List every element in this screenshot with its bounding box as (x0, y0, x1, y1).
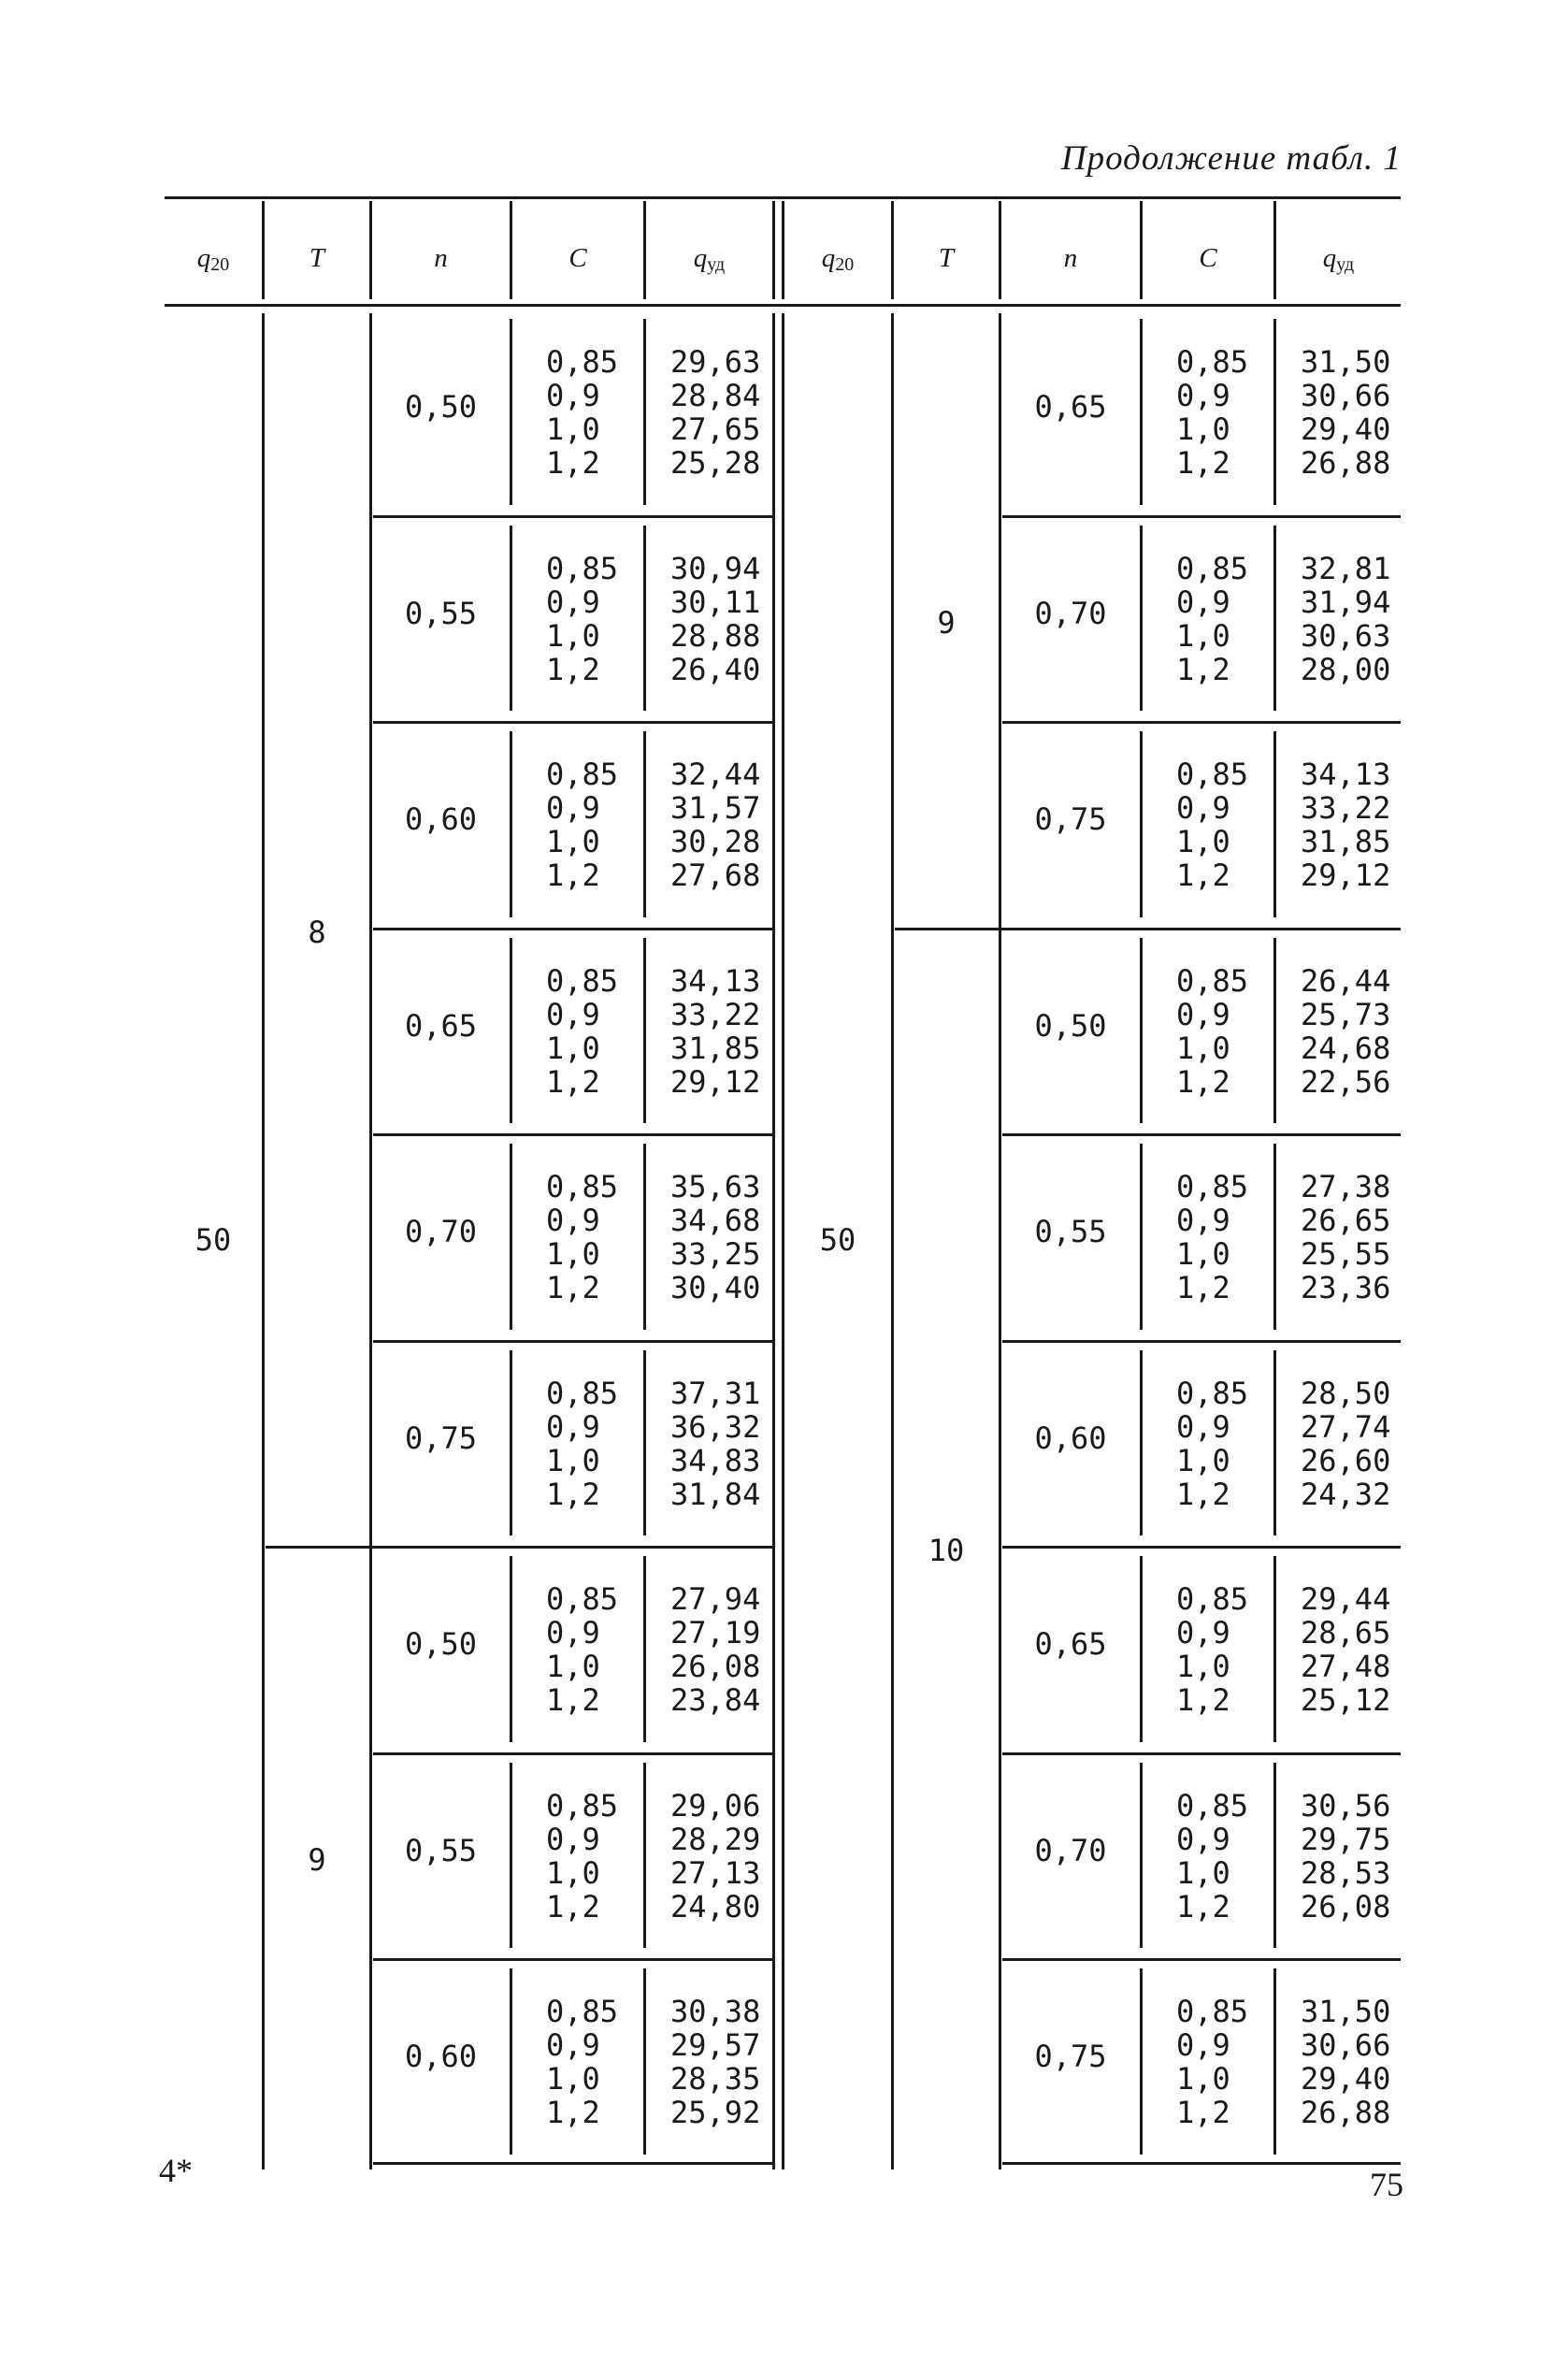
q-cell-value: 29,63 (670, 344, 761, 380)
C-cell-value: 0,85 (1176, 1169, 1249, 1204)
q-cell-value: 26,65 (1301, 1203, 1391, 1238)
table-bottom-rule (373, 2162, 772, 2165)
C-cell-value: 0,85 (546, 757, 619, 792)
header-qud-left: $q_{уд}$ (693, 243, 726, 275)
C-cell-value: 1,0 (546, 1854, 600, 1891)
C-cell-value: 0,85 (546, 1581, 619, 1617)
q-cell-value: 34,68 (670, 1203, 761, 1238)
q-cell-value: 29,40 (1301, 411, 1391, 447)
C-cell-value: 1,2 (1176, 858, 1230, 893)
C-cell-value: 0,85 (1176, 550, 1249, 586)
header-n-left: n (434, 243, 448, 273)
C-cell-value: 0,9 (546, 1615, 600, 1650)
C-cell-value: 0,85 (546, 1375, 619, 1411)
C-cell-value: 1,0 (546, 411, 600, 447)
C-cell-value: 1,2 (1176, 1682, 1230, 1718)
row-divider (510, 1763, 512, 1949)
C-cell-value: 0,9 (546, 1408, 600, 1445)
C-cell-value: 1,0 (1176, 617, 1230, 654)
C-cell (546, 964, 618, 1099)
header-C-right: C (1199, 243, 1217, 273)
row-divider (643, 1144, 646, 1330)
q-cell (670, 1789, 760, 1924)
C-cell-value: 1,2 (546, 651, 600, 687)
group-rule (266, 1546, 772, 1549)
C-cell (1176, 1582, 1248, 1717)
q-cell (1301, 1582, 1390, 1717)
n-cell: 0,65 (1034, 1626, 1107, 1663)
C-cell-value: 0,85 (546, 1994, 619, 2029)
q-cell-value: 29,44 (1301, 1581, 1391, 1617)
header-double-divider (772, 201, 775, 299)
C-cell-value: 0,9 (546, 790, 600, 826)
q-cell (670, 1377, 760, 1511)
C-cell (546, 345, 618, 480)
C-cell-value: 1,0 (1176, 1030, 1230, 1066)
n-cell: 0,60 (404, 801, 478, 838)
q-cell (670, 345, 760, 480)
q-cell (670, 1582, 760, 1717)
q-cell (670, 552, 760, 686)
q-cell-value: 25,73 (1301, 996, 1391, 1032)
q-cell-value: 30,40 (670, 1270, 761, 1305)
q-cell-value: 34,13 (1301, 757, 1391, 792)
row-divider (510, 319, 512, 505)
row-rule (373, 1133, 772, 1136)
q-cell-value: 30,66 (1301, 378, 1391, 413)
row-rule (1002, 515, 1401, 518)
C-cell-value: 0,9 (1176, 1821, 1230, 1857)
row-divider (510, 731, 512, 917)
T-cell: 9 (308, 1841, 326, 1878)
n-cell: 0,55 (1034, 1214, 1107, 1250)
row-divider (1273, 938, 1276, 1124)
q-cell-value: 28,35 (670, 2061, 761, 2097)
q-cell-value: 26,88 (1301, 2095, 1391, 2130)
q-cell-value: 29,12 (670, 1063, 761, 1100)
C-cell-value: 1,0 (1176, 1442, 1230, 1478)
double-divider (772, 313, 775, 2169)
C-cell (546, 1995, 618, 2129)
row-rule (373, 1752, 772, 1755)
q-cell-value: 24,32 (1301, 1476, 1391, 1512)
n-cell: 0,70 (404, 1214, 478, 1250)
C-cell-value: 1,0 (546, 824, 600, 859)
row-divider (1273, 526, 1276, 712)
C-cell-value: 1,2 (1176, 1476, 1230, 1512)
row-divider (643, 526, 646, 712)
C-cell-value: 1,2 (546, 1270, 600, 1305)
q-cell-value: 35,63 (670, 1169, 761, 1204)
C-cell-value: 1,0 (546, 1649, 600, 1684)
C-cell-value: 0,9 (546, 584, 600, 620)
q-cell-value: 23,36 (1301, 1270, 1391, 1305)
q-cell-value: 30,28 (670, 824, 761, 859)
row-divider (1273, 1556, 1276, 1742)
q-cell-value: 30,94 (670, 550, 761, 586)
q-cell-value: 29,57 (670, 2027, 761, 2063)
page-number: 75 (1370, 2166, 1403, 2203)
q20-cell: 50 (819, 1221, 856, 1258)
q-cell-value: 27,74 (1301, 1408, 1391, 1445)
n-cell: 0,50 (404, 1626, 478, 1663)
q-cell-value: 34,83 (670, 1442, 761, 1478)
C-cell-value: 1,0 (1176, 411, 1230, 447)
q-cell (1301, 345, 1390, 480)
n-cell: 0,70 (1034, 1832, 1107, 1868)
C-cell-value: 1,2 (546, 1888, 600, 1924)
row-rule (1002, 1133, 1401, 1136)
n-cell: 0,65 (404, 1007, 478, 1044)
q-cell-value: 29,75 (1301, 1821, 1391, 1857)
row-divider (510, 1556, 512, 1742)
q-cell-value: 30,11 (670, 584, 761, 620)
q-cell (670, 1170, 760, 1305)
C-cell-value: 1,0 (546, 1442, 600, 1478)
C-cell-value: 1,2 (546, 445, 600, 481)
q-cell-value: 27,19 (670, 1615, 761, 1650)
C-cell (1176, 552, 1248, 686)
q-cell (670, 964, 760, 1099)
q-cell-value: 22,56 (1301, 1063, 1391, 1100)
row-divider (1273, 1968, 1276, 2155)
q-cell-value: 32,81 (1301, 550, 1391, 586)
q-cell-value: 36,32 (670, 1408, 761, 1445)
q-cell (1301, 1170, 1390, 1305)
row-divider (1273, 1144, 1276, 1330)
row-divider (510, 526, 512, 712)
row-divider (510, 938, 512, 1124)
q-cell (1301, 552, 1390, 686)
row-divider (1140, 1350, 1143, 1536)
C-cell (1176, 1995, 1248, 2129)
row-rule (373, 1340, 772, 1343)
q-cell-value: 31,84 (670, 1476, 761, 1512)
C-cell-value: 1,2 (546, 1476, 600, 1512)
q-cell-value: 25,92 (670, 2095, 761, 2130)
C-cell-value: 0,85 (546, 1787, 619, 1823)
q-cell (1301, 1789, 1390, 1924)
q-cell-value: 26,08 (670, 1649, 761, 1684)
q-cell-value: 28,65 (1301, 1615, 1391, 1650)
C-cell-value: 1,0 (1176, 1236, 1230, 1272)
header-T-right: T (938, 243, 955, 273)
C-cell-value: 0,9 (546, 2027, 600, 2063)
row-divider (1140, 526, 1143, 712)
row-divider (1140, 319, 1143, 505)
row-divider (1140, 1968, 1143, 2155)
table-caption: Продолжение табл. 1 (1060, 139, 1402, 178)
C-cell-value: 0,9 (546, 996, 600, 1032)
q-cell-value: 28,53 (1301, 1854, 1391, 1891)
C-cell-value: 0,9 (1176, 584, 1230, 620)
q-cell-value: 26,60 (1301, 1442, 1391, 1478)
row-divider (510, 1968, 512, 2155)
C-cell-value: 1,2 (546, 1682, 600, 1718)
q-cell-value: 31,85 (670, 1030, 761, 1066)
C-cell-value: 1,0 (546, 1236, 600, 1272)
C-cell (1176, 964, 1248, 1099)
q-cell-value: 30,63 (1301, 617, 1391, 654)
q-cell-value: 28,00 (1301, 651, 1391, 687)
header-C-left: C (568, 243, 587, 273)
row-divider (1273, 1350, 1276, 1536)
q-cell-value: 31,50 (1301, 1994, 1391, 2029)
signature-mark: 4* (159, 2152, 193, 2189)
T-cell: 8 (308, 914, 326, 950)
header-q20-left: $q_{20}$ (196, 243, 230, 275)
C-cell-value: 0,85 (1176, 1581, 1249, 1617)
table-top-rule (165, 196, 1401, 199)
C-cell-value: 0,9 (1176, 996, 1230, 1032)
C-cell-value: 0,9 (1176, 790, 1230, 826)
C-cell-value: 0,85 (546, 962, 619, 999)
q20-cell: 50 (194, 1221, 232, 1258)
n-cell: 0,50 (404, 389, 478, 425)
q-cell-value: 29,40 (1301, 2061, 1391, 2097)
C-cell-value: 0,85 (1176, 1994, 1249, 2029)
q-cell-value: 26,08 (1301, 1888, 1391, 1924)
C-cell-value: 1,0 (1176, 824, 1230, 859)
q-cell-value: 27,94 (670, 1581, 761, 1617)
row-rule (373, 928, 772, 930)
C-cell (1176, 757, 1248, 892)
row-divider (1273, 319, 1276, 505)
C-cell-value: 0,85 (546, 550, 619, 586)
C-cell-value: 1,0 (1176, 2061, 1230, 2097)
C-cell-value: 1,2 (546, 2095, 600, 2130)
q-cell-value: 29,06 (670, 1787, 761, 1823)
row-divider (643, 1968, 646, 2155)
C-cell-value: 1,0 (1176, 1854, 1230, 1891)
q-cell-value: 27,68 (670, 858, 761, 893)
q-cell-value: 26,44 (1301, 962, 1391, 999)
q-cell (1301, 964, 1390, 1099)
C-cell-value: 0,85 (1176, 962, 1249, 999)
C-cell-value: 1,0 (546, 2061, 600, 2097)
C-cell-value: 1,0 (546, 617, 600, 654)
C-cell-value: 1,2 (546, 1063, 600, 1100)
C-cell-value: 0,9 (1176, 2027, 1230, 2063)
q-cell (670, 1995, 760, 2129)
C-cell-value: 1,2 (1176, 651, 1230, 687)
q-cell-value: 33,22 (670, 996, 761, 1032)
C-cell-value: 0,85 (1176, 757, 1249, 792)
q-cell-value: 30,38 (670, 1994, 761, 2029)
row-divider (1140, 1144, 1143, 1330)
C-cell (1176, 1170, 1248, 1305)
C-cell (546, 552, 618, 686)
group-rule (895, 928, 1401, 930)
C-cell-value: 1,2 (1176, 1270, 1230, 1305)
row-rule (373, 515, 772, 518)
q-cell-value: 24,80 (670, 1888, 761, 1924)
row-divider (643, 1350, 646, 1536)
q-cell-value: 27,13 (670, 1854, 761, 1891)
row-divider (510, 1144, 512, 1330)
C-cell (546, 1170, 618, 1305)
column-divider (891, 313, 894, 2169)
n-cell: 0,60 (404, 2039, 478, 2075)
q-cell-value: 31,85 (1301, 824, 1391, 859)
row-divider (643, 319, 646, 505)
q-cell-value: 28,50 (1301, 1375, 1391, 1411)
C-cell-value: 1,2 (1176, 2095, 1230, 2130)
n-cell: 0,70 (1034, 595, 1107, 631)
row-divider (1140, 731, 1143, 917)
C-cell-value: 0,9 (546, 1203, 600, 1238)
n-cell: 0,75 (1034, 2039, 1107, 2075)
row-divider (643, 1763, 646, 1949)
C-cell-value: 0,85 (546, 1169, 619, 1204)
T-cell: 9 (937, 604, 956, 641)
q-cell-value: 25,12 (1301, 1682, 1391, 1718)
C-cell-value: 1,2 (1176, 1888, 1230, 1924)
C-cell-value: 0,9 (1176, 1615, 1230, 1650)
q-cell-value: 30,56 (1301, 1787, 1391, 1823)
table-bottom-rule (1002, 2162, 1401, 2165)
C-cell-value: 0,85 (1176, 344, 1249, 380)
n-cell: 0,55 (404, 1832, 478, 1868)
n-cell: 0,55 (404, 595, 478, 631)
q-cell-value: 27,48 (1301, 1649, 1391, 1684)
q-cell-value: 25,28 (670, 445, 761, 481)
C-cell-value: 0,85 (1176, 1787, 1249, 1823)
row-divider (643, 938, 646, 1124)
q-cell-value: 27,38 (1301, 1169, 1391, 1204)
row-divider (1140, 1763, 1143, 1949)
q-cell-value: 23,84 (670, 1682, 761, 1718)
C-cell (546, 1377, 618, 1511)
q-cell-value: 31,94 (1301, 584, 1391, 620)
header-q20-right: $q_{20}$ (821, 243, 855, 275)
C-cell-value: 0,9 (546, 378, 600, 413)
q-cell (1301, 757, 1390, 892)
q-cell-value: 28,29 (670, 1821, 761, 1857)
q-cell-value: 28,88 (670, 617, 761, 654)
C-cell-value: 0,9 (1176, 1408, 1230, 1445)
row-rule (1002, 721, 1401, 724)
header-T-left: T (309, 243, 325, 273)
row-divider (1273, 1763, 1276, 1949)
C-cell (1176, 1789, 1248, 1924)
q-cell-value: 29,12 (1301, 858, 1391, 893)
row-divider (1273, 731, 1276, 917)
C-cell-value: 1,2 (1176, 445, 1230, 481)
row-rule (373, 1958, 772, 1961)
q-cell-value: 26,88 (1301, 445, 1391, 481)
row-divider (1140, 938, 1143, 1124)
C-cell-value: 1,2 (546, 858, 600, 893)
q-cell (1301, 1377, 1390, 1511)
C-cell-value: 1,0 (1176, 1649, 1230, 1684)
q-cell (1301, 1995, 1390, 2129)
q-cell-value: 30,66 (1301, 2027, 1391, 2063)
C-cell (546, 757, 618, 892)
row-divider (643, 731, 646, 917)
column-divider (262, 313, 265, 2169)
q-cell-value: 27,65 (670, 411, 761, 447)
n-cell: 0,65 (1034, 389, 1107, 425)
C-cell-value: 0,9 (1176, 1203, 1230, 1238)
n-cell: 0,75 (404, 1420, 478, 1456)
q-cell-value: 25,55 (1301, 1236, 1391, 1272)
row-rule (1002, 1958, 1401, 1961)
T-cell: 10 (928, 1533, 965, 1568)
header-qud-right: $q_{уд}$ (1322, 243, 1355, 275)
C-cell-value: 1,2 (1176, 1063, 1230, 1100)
C-cell-value: 1,0 (546, 1030, 600, 1066)
q-cell-value: 34,13 (670, 962, 761, 999)
row-rule (1002, 1546, 1401, 1549)
row-rule (1002, 1752, 1401, 1755)
q-cell-value: 26,40 (670, 651, 761, 687)
row-divider (643, 1556, 646, 1742)
n-cell: 0,50 (1034, 1007, 1107, 1044)
C-cell-value: 0,85 (546, 344, 619, 380)
n-cell: 0,60 (1034, 1420, 1107, 1456)
C-cell-value: 0,85 (1176, 1375, 1249, 1411)
q-cell-value: 33,25 (670, 1236, 761, 1272)
q-cell-value: 33,22 (1301, 790, 1391, 826)
q-cell-value: 31,57 (670, 790, 761, 826)
C-cell (1176, 345, 1248, 480)
C-cell (546, 1582, 618, 1717)
q-cell-value: 24,68 (1301, 1030, 1391, 1066)
row-rule (373, 721, 772, 724)
q-cell-value: 31,50 (1301, 344, 1391, 380)
header-n-right: n (1063, 243, 1078, 273)
C-cell (1176, 1377, 1248, 1511)
header-bottom-rule (165, 304, 1401, 307)
row-divider (510, 1350, 512, 1536)
C-cell-value: 0,9 (546, 1821, 600, 1857)
C-cell-value: 0,9 (1176, 378, 1230, 413)
C-cell (546, 1789, 618, 1924)
row-rule (1002, 1340, 1401, 1343)
q-cell (670, 757, 760, 892)
n-cell: 0,75 (1034, 801, 1107, 838)
q-cell-value: 28,84 (670, 378, 761, 413)
q-cell-value: 37,31 (670, 1375, 761, 1411)
q-cell-value: 32,44 (670, 757, 761, 792)
row-divider (1140, 1556, 1143, 1742)
